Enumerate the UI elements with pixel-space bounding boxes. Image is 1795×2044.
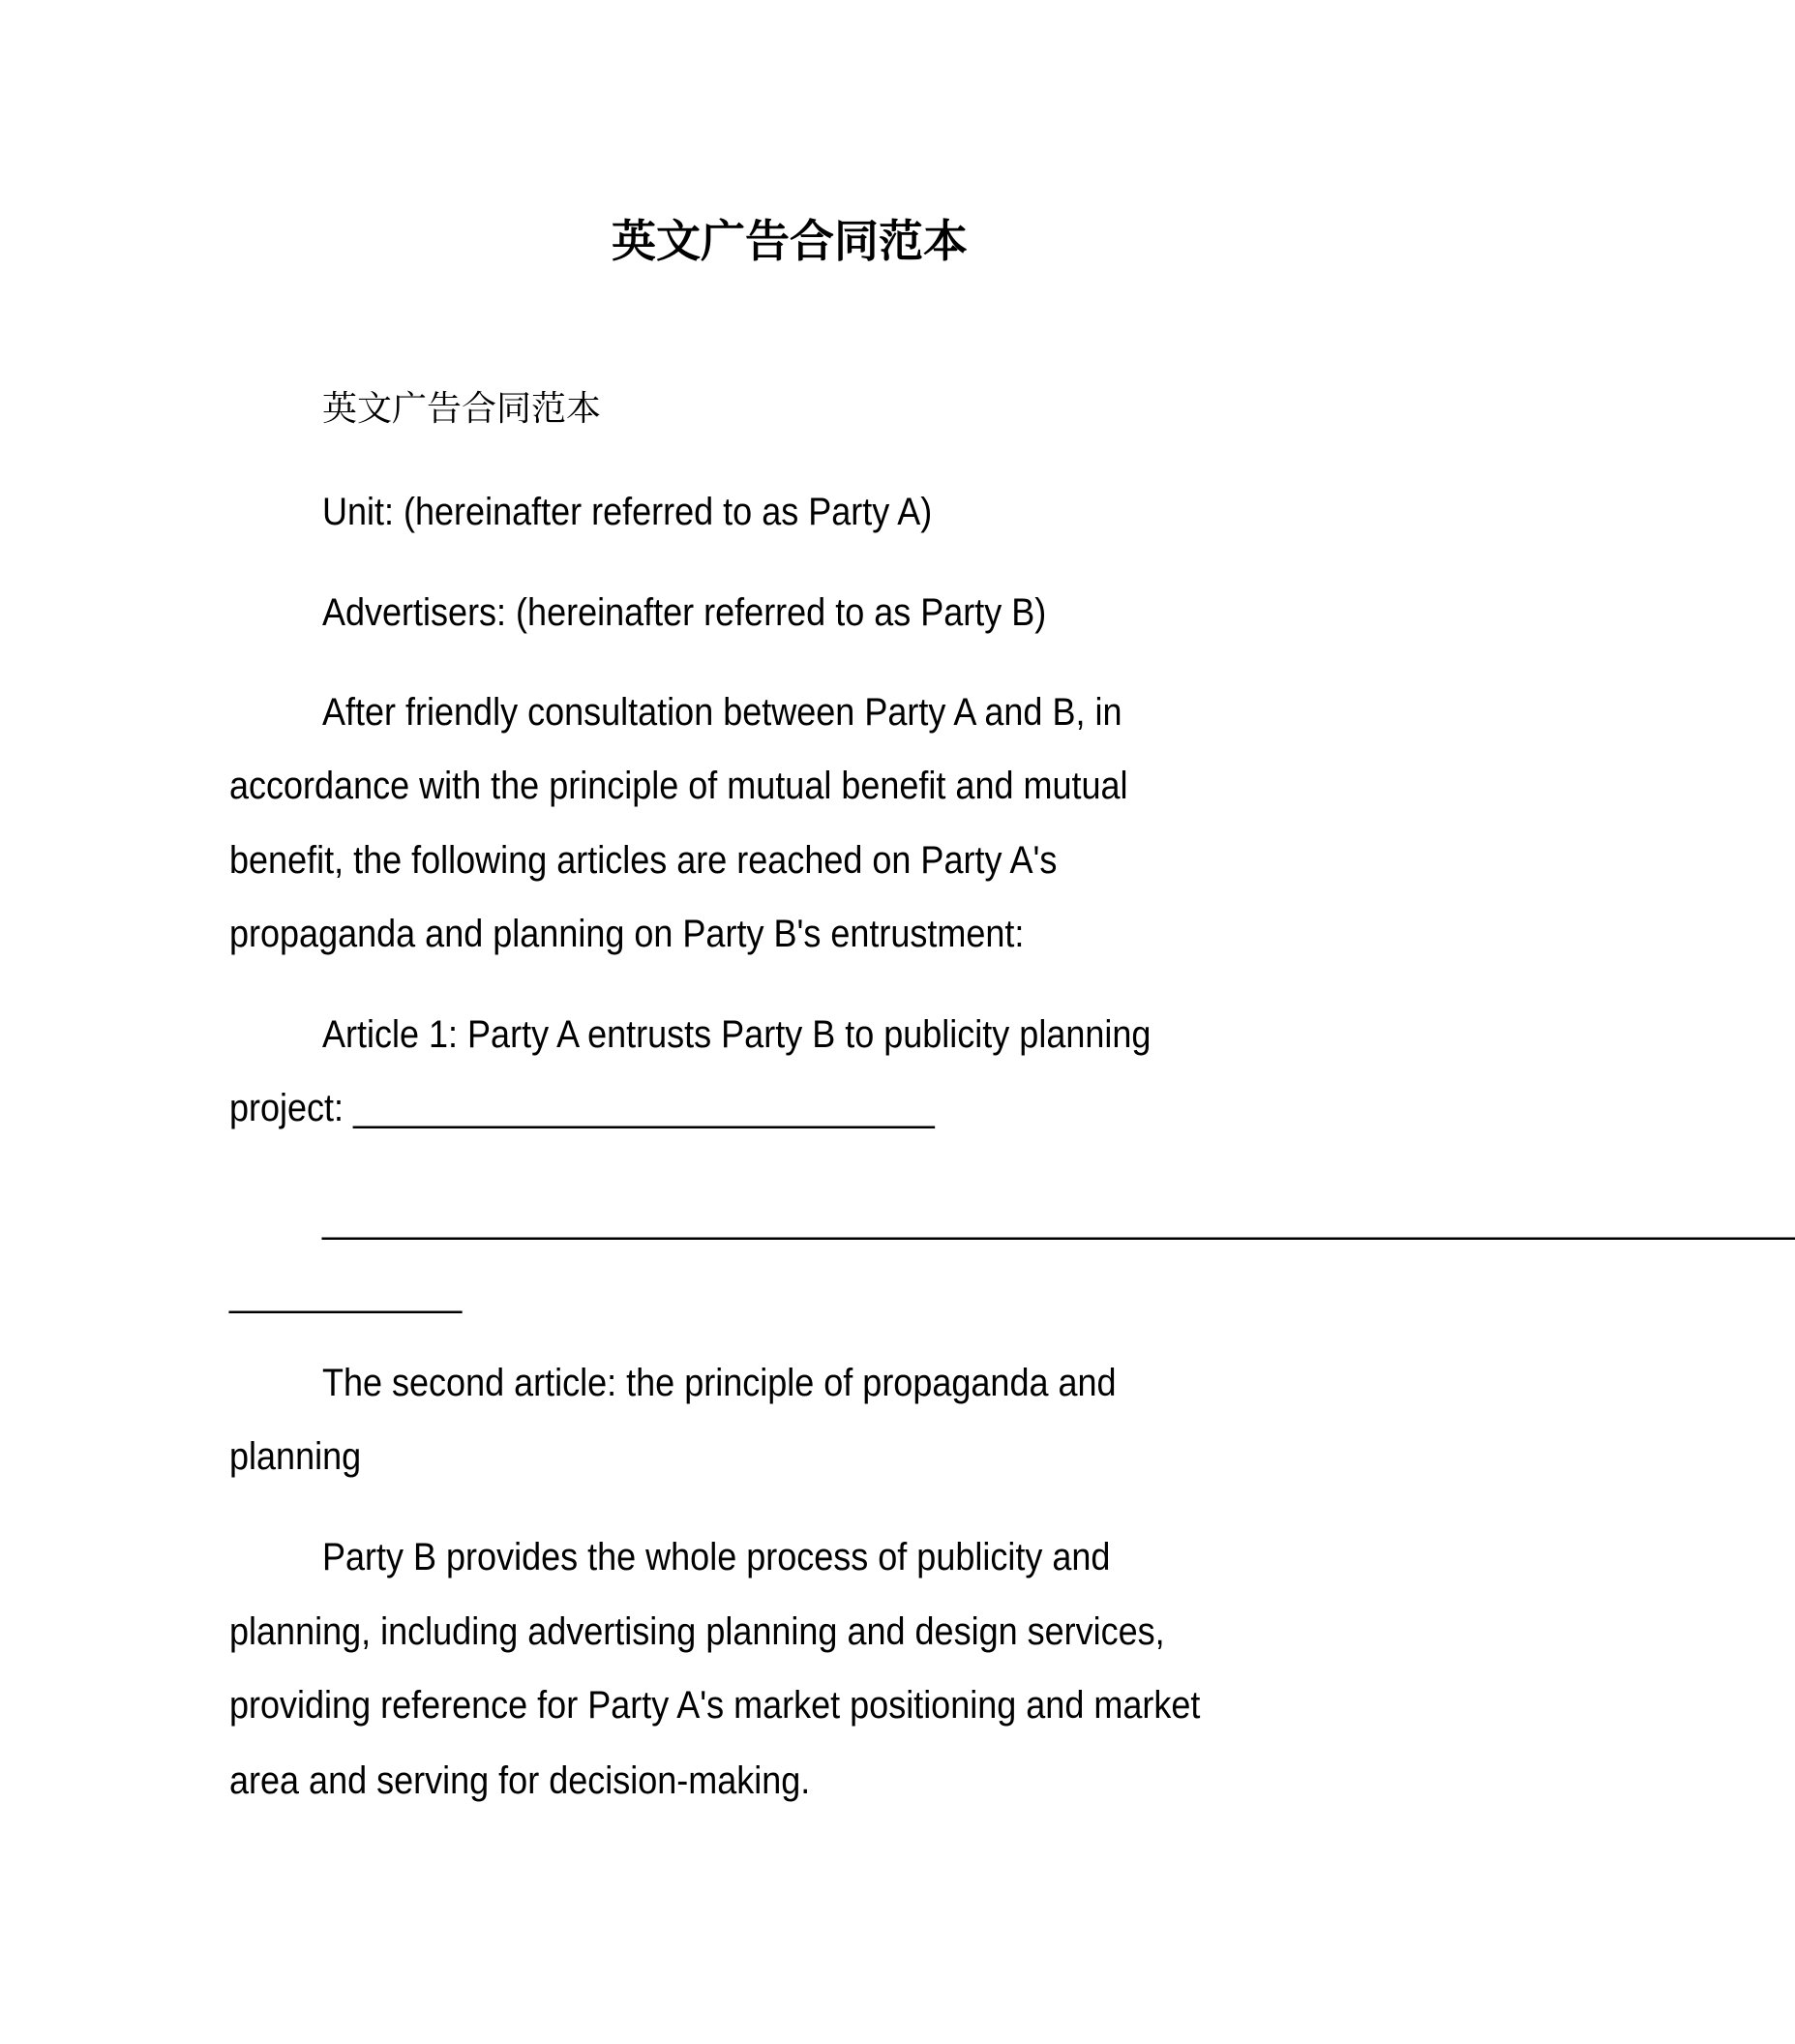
project-label: project: xyxy=(229,1087,354,1129)
paragraph-line: benefit, the following articles are reached on Party A's xyxy=(229,839,1058,882)
document-title: 英文广告合同范本 xyxy=(612,216,968,266)
paragraph-line: Party B provides the whole process of publicity and xyxy=(322,1536,1111,1578)
blank-fill: ____________________________________________________________________________ xyxy=(322,1198,1795,1241)
article-2-heading-cont: planning xyxy=(229,1435,362,1478)
project-blank: ______________________________ xyxy=(353,1087,935,1129)
document-subtitle: 英文广告合同范本 xyxy=(322,388,602,428)
blank-line xyxy=(322,1190,1795,1248)
blank-fill: ____________ xyxy=(229,1272,463,1314)
article-1-project-line xyxy=(229,1079,935,1137)
article-1-line: Article 1: Party A entrusts Party B to publicity planning xyxy=(322,1013,1152,1056)
paragraph-line: providing reference for Party A's market positioning and market xyxy=(229,1684,1201,1727)
paragraph-line: propaganda and planning on Party B's entrustment: xyxy=(229,913,1025,955)
paragraph-line: After friendly consultation between Party A and B, in xyxy=(322,691,1122,734)
paragraph-line: accordance with the principle of mutual benefit and mutual xyxy=(229,765,1128,807)
article-2-heading: The second article: the principle of propaganda and xyxy=(322,1362,1117,1404)
paragraph-line: planning, including advertising planning and design services, xyxy=(229,1610,1165,1653)
paragraph-line: area and serving for decision-making. xyxy=(229,1759,811,1802)
party-a-line: Unit: (hereinafter referred to as Party A) xyxy=(322,491,933,533)
blank-line xyxy=(229,1264,463,1322)
party-b-line: Advertisers: (hereinafter referred to as Party B) xyxy=(322,591,1047,634)
